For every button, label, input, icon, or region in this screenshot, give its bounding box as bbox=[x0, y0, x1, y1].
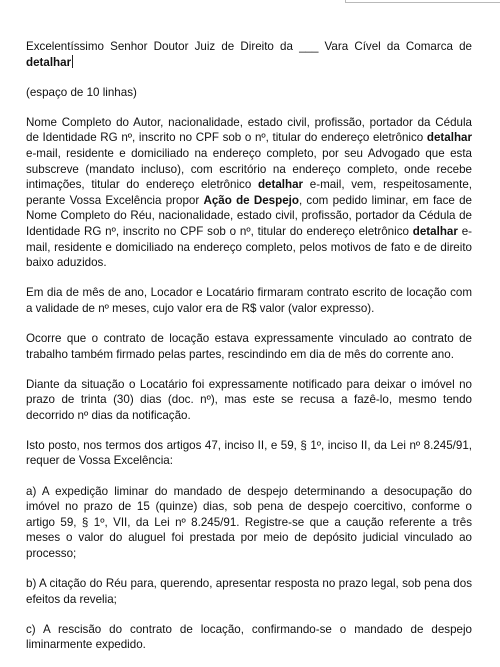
intro-text-2: e-mail, residente e domiciliado na endereço completo, por seu Advogado que esta subscreve (mandato incluso), com escritório na endereço completo, onde recebe intimações, titular do endereço eletrônico bbox=[26, 146, 472, 192]
addressee-text: Excelentíssimo Senhor Doutor Juiz de Direito da ___ Vara Cível da Comarca de bbox=[26, 40, 472, 53]
page-edge-line bbox=[345, 0, 500, 3]
intro-text-5: e-mail, residente e domiciliado na endereço completo, pelos motivos de fato e de direito baixo aduzidos. bbox=[26, 224, 472, 270]
request-item-c: c) A rescisão do contrato de locação, confirmando-se o mandado de despejo liminarmente expedido. bbox=[26, 622, 472, 652]
employment-paragraph: Ocorre que o contrato de locação estava expressamente vinculado ao contrato de trabalho também firmado pelas partes, rescindindo em dia de mês do corrente ano. bbox=[26, 331, 472, 361]
contract-paragraph: Em dia de mês de ano, Locador e Locatário firmaram contrato escrito de locação com a validade de nº meses, cujo valor era de R$ valor (valor expresso). bbox=[26, 286, 472, 315]
petition-document bbox=[26, 39, 472, 667]
lawyer-email-placeholder: detalhar bbox=[257, 178, 304, 192]
defendant-email-placeholder: detalhar bbox=[412, 224, 458, 238]
request-item-b: b) A citação do Réu para, querendo, apresentar resposta no prazo legal, sob pena dos efeitos da revelia; bbox=[26, 577, 472, 606]
text-cursor bbox=[72, 55, 73, 68]
intro-text-3: e-mail, vem, respeitosamente, perante Vossa Excelência propor bbox=[26, 178, 472, 207]
intro-text-4: , com pedido liminar, em face de Nome Completo do Réu, nacionalidade, estado civil, profissão, portador da Cédula de Identidade RG nº, inscrito no CPF sob o nº, titular do endereço eletrônico bbox=[26, 193, 472, 238]
intro-text-1: Nome Completo do Autor, nacionalidade, estado civil, profissão, portador da Cédula de Identidade RG nº, inscrito no CPF sob o nº, titular do endereço eletrônico bbox=[26, 115, 472, 145]
addressee-header bbox=[26, 39, 472, 70]
notification-paragraph: Diante da situação o Locatário foi expressamente notificado para deixar o imóvel no prazo de trinta (30) dias (doc. nº), mas este se recusa a fazê-lo, mesmo tendo decorrido nº dias da notificação. bbox=[26, 377, 472, 422]
author-email-placeholder: detalhar bbox=[426, 131, 472, 145]
spacing-note: (espaço de 10 linhas) bbox=[26, 85, 137, 99]
comarca-placeholder: detalhar bbox=[26, 55, 72, 69]
parties-qualification bbox=[26, 115, 472, 271]
action-title: Ação de Despejo bbox=[203, 193, 299, 207]
legal-basis-paragraph: Isto posto, nos termos dos artigos 47, inciso II, e 59, § 1º, inciso II, da Lei nº 8.245/91, requer de Vossa Excelência: bbox=[26, 438, 472, 468]
request-item-a: a) A expedição liminar do mandado de despejo determinando a desocupação do imóvel no prazo de 15 (quinze) dias, sob pena de despejo coercitivo, conforme o artigo 59, § 1º, VII, da Lei nº 8.245/91. Registre-se que a caução referente a três meses o valor do aluguel foi prestada por meio de depósito judicial vinculado ao processo; bbox=[26, 484, 472, 560]
